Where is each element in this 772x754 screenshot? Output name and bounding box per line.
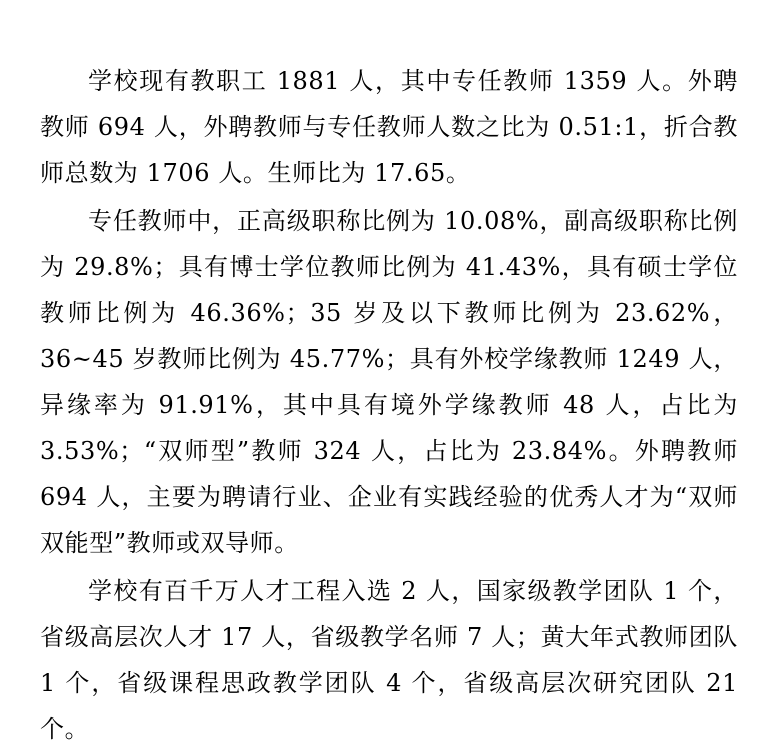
document-body [40, 58, 738, 754]
paragraph-faculty-structure: 专任教师中，正高级职称比例为 10.08%，副高级职称比例为 29.8%；具有博士学位教师比例为 41.43%，具有硕士学位教师比例为 46.36%；35 岁及以下教师比例为 23.62%，36~45 岁教师比例为 45.77%；具有外校学缘教师 1249 人，异缘率为 91.91%，其中具有境外学缘教师 48 人，占比为 3.53%；“双师型”教师 324 人，占比为 23.84%。外聘教师 694 人，主要为聘请行业、企业有实践经验的优秀人才为“双师双能型”教师或双导师。 [40, 207, 738, 557]
paragraph-faculty-overview: 学校现有教职工 1881 人，其中专任教师 1359 人。外聘教师 694 人，外聘教师与专任教师人数之比为 0.51:1，折合教师总数为 1706 人。生师比为 17.65。 [40, 67, 738, 187]
paragraph-talent-teams: 学校有百千万人才工程入选 2 人，国家级教学团队 1 个，省级高层次人才 17 人，省级教学名师 7 人；黄大年式教师团队 1 个，省级课程思政教学团队 4 个，省级高层次研究团队 21 个。 [40, 577, 738, 743]
